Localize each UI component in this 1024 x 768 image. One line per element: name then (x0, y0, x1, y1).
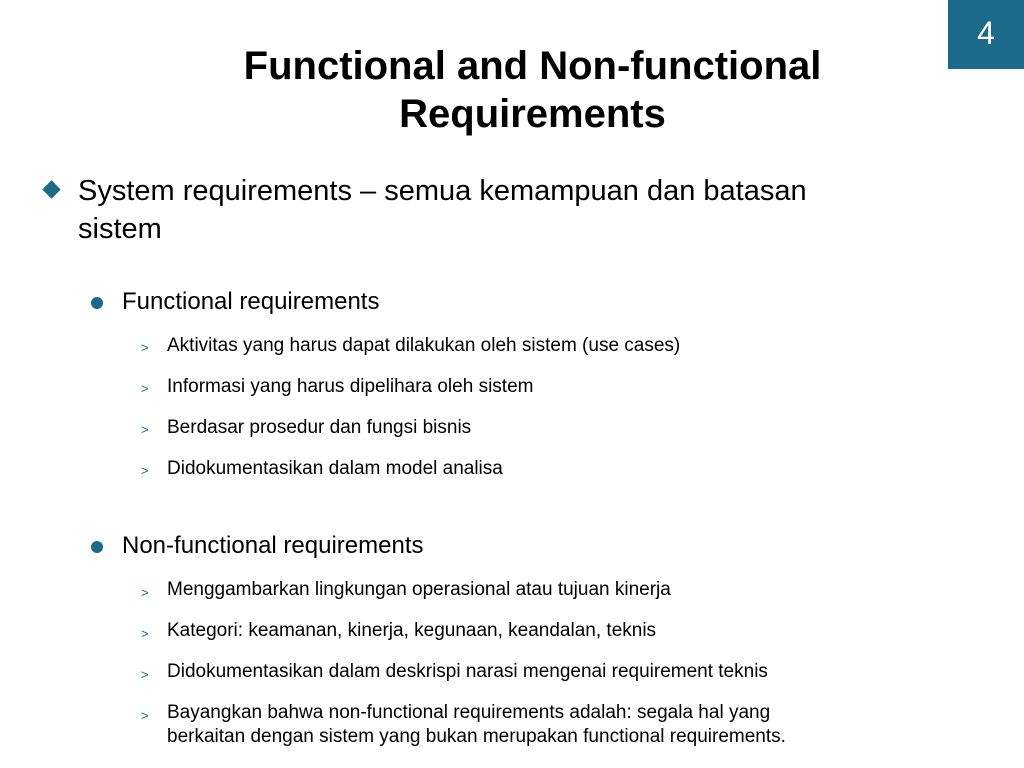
arrow-bullet-icon: > (141, 585, 149, 600)
arrow-bullet-icon: > (141, 667, 149, 682)
main-bullet-line-2: sistem (78, 213, 162, 245)
functional-heading: Functional requirements (122, 288, 380, 315)
non-functional-heading: Non-functional requirements (122, 532, 424, 559)
main-bullet-line-1: System requirements – semua kemampuan dan batasan (78, 175, 807, 207)
non-functional-item-last-line-2: berkaitan dengan sistem yang bukan merupakan functional requirements. (167, 726, 786, 747)
slide-title (120, 42, 945, 138)
non-functional-item: Menggambarkan lingkungan operasional atau tujuan kinerja (167, 579, 671, 600)
title-line-1: Functional and Non-functional (243, 44, 822, 88)
functional-item: Didokumentasikan dalam model analisa (167, 458, 503, 479)
arrow-bullet-icon: > (141, 626, 149, 641)
arrow-bullet-icon: > (141, 340, 149, 355)
functional-item: Informasi yang harus dipelihara oleh sistem (167, 376, 534, 397)
functional-item: Aktivitas yang harus dapat dilakukan oleh sistem (use cases) (167, 335, 681, 356)
functional-item: Berdasar prosedur dan fungsi bisnis (167, 417, 472, 438)
arrow-bullet-icon: > (141, 463, 149, 478)
title-line-2: Requirements (399, 92, 666, 136)
functional-bullet-icon (91, 297, 103, 309)
diamond-bullet-icon (42, 180, 60, 198)
non-functional-bullet-icon (91, 541, 103, 553)
main-bullet (78, 172, 958, 248)
non-functional-item: Didokumentasikan dalam deskrispi narasi mengenai requirement teknis (167, 661, 768, 682)
arrow-bullet-icon: > (141, 708, 149, 723)
non-functional-item-last (167, 701, 786, 749)
arrow-bullet-icon: > (141, 422, 149, 437)
slide-number: 4 (948, 0, 1024, 69)
non-functional-item-last-line-1: Bayangkan bahwa non-functional requirements adalah: segala hal yang (167, 702, 771, 723)
non-functional-item: Kategori: keamanan, kinerja, kegunaan, keandalan, teknis (167, 620, 657, 641)
arrow-bullet-icon: > (141, 381, 149, 396)
